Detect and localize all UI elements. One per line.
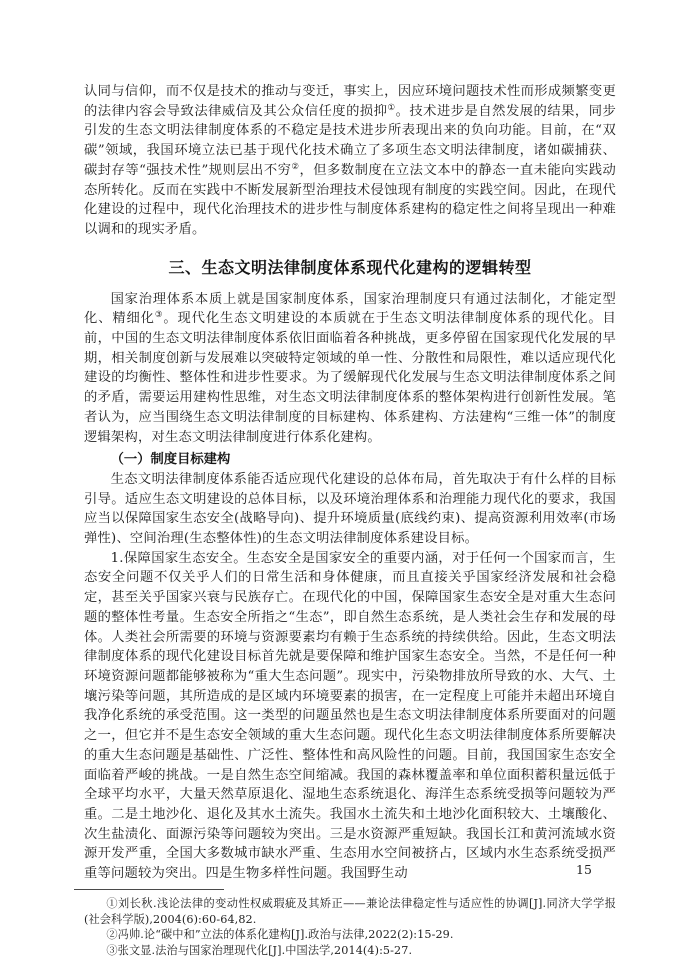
footnote-divider bbox=[74, 889, 224, 890]
paragraph-goals: 生态文明法律制度体系能否适应现代化建设的总体布局，首先取决于有什么样的目标引导。适应生态文明建设的总体目标，以及环境治理体系和治理能力现代化的要求，我国应当以保障国家生态安全(战略导向)、提升环境质量(底线约束)、提高资源利用效率(市场弹性)、空间治理(生态整体性)的生态文明法律制度体系建设目标。 bbox=[84, 471, 616, 547]
paragraph-text: 。现代化生态文明建设的本质就在于生态文明法律制度体系的现代化。目前，中国的生态文明法律制度体系依旧面临着各种挑战，更多停留在国家现代化发展的早期，相关制度创新与发展难以突破特定领域的单一性、分散性和局限性，难以适应现代化建设的均衡性、整体性和进步性要求。为了缓解现代化发展与生态文明法律制度体系之间的矛盾，需要运用建构性思维，对生态文明法律制度体系的整体架构进行创新性发展。笔者认为，应当围绕生态文明法律制度的目标建构、体系建构、方法建构“三维一体”的制度逻辑架构，对生态文明法律制度进行体系化建构。 bbox=[84, 311, 617, 445]
footnote-2: ②冯帅.论“碳中和”立法的体系化建构[J].政治与法律,2022(2):15-29. bbox=[106, 928, 454, 942]
footnotes-section bbox=[84, 889, 616, 959]
footnote-1: ①刘长秋.浅论法律的变动性权威瑕疵及其矫正——兼论法律稳定性与适应性的协调[J].同济大学学报(社会科学版),2004(6):60-64,82. bbox=[84, 896, 616, 926]
section-heading: 三、生态文明法律制度体系现代化建构的逻辑转型 bbox=[168, 257, 532, 277]
paragraph-text: ，但多数制度在立法文本中的静态一直未能向实践动态所转化。反而在实践中不断发展新型治理技术侵蚀现有制度的实践空间。因此，在现代化建设的过程中，现代化治理技术的进步性与制度体系建构的稳定性之间将呈现出一种难以调和的现实矛盾。 bbox=[84, 162, 616, 237]
page-content bbox=[84, 82, 616, 959]
paragraph-text: 。技术进步是自然发展的结果，同步引发的生态文明法律制度体系的不稳定是技术进步所表现出来的负向功能。目前，在“双碳”领域，我国环境立法已基于现代化技术确立了多项生态文明法律制度，诸如碳捕获、碳封存等“强技术性”规则层出不穷 bbox=[84, 103, 616, 178]
page-number: 15 bbox=[576, 862, 592, 877]
paragraph-text: 国家治理体系本质上就是国家制度体系，国家治理制度只有通过法制化，才能定型化、精细化 bbox=[84, 291, 616, 327]
paragraph-continuation bbox=[84, 82, 616, 240]
footnote-ref-1: ① bbox=[387, 102, 396, 113]
footnote-ref-2: ② bbox=[291, 161, 300, 172]
paragraph-text: 认同与信仰，而不仅是技术的推动与变迁，事实上，因应环境问题技术性而形成频繁变更的法律内容会导致法律威信及其公众信任度的损抑 bbox=[84, 84, 616, 119]
paragraph-eco-security: 1.保障国家生态安全。生态安全是国家安全的重要内涵，对于任何一个国家而言，生态安全问题不仅关乎人们的日常生活和身体健康，而且直接关乎国家经济发展和社会稳定，甚至关乎国家兴衰与民族存亡。在现代化的中国，保障国家生态安全是对重大生态问题的整体性考量。生态安全所指之“生态”，即自然生态系统，是人类社会生存和发展的母体。人类社会所需要的环境与资源要素均有赖于生态系统的持续供给。因此，生态文明法律制度体系的现代化建设目标首先就是要保障和维护国家生态安全。当然，不是任何一种环境资源问题都能够被称为“重大生态问题”。现实中，污染物排放所导致的水、大气、土壤污染等问题，其所造成的是区域内环境要素的损害，在一定程度上可能并未超出环境自我净化系统的承受范围。这一类型的问题虽然也是生态文明法律制度体系所要面对的问题之一，但它并不是生态安全领域的重大生态问题。现代化生态文明法律制度体系所要解决的重大生态问题是基础性、广泛性、整体性和高风险性的问题。目前，我国国家生态安全面临着严峻的挑战。一是自然生态空间缩减。我国的森林覆盖率和单位面积蓄积量远低于全球平均水平，大量天然草原退化、湿地生态系统退化、海洋生态系统受损等问题较为严重。二是土地沙化、退化及其水土流失。我国水土流失和土地沙化面积较大、土壤酸化、次生盐渍化、面源污染等问题较为突出。三是水资源严重短缺。我国长江和黄河流域水资源开发严重，全国大多数城市缺水严重、生态用水空间被挤占，区域内水生态系统受损严重等问题较为突出。四是生物多样性问题。我国野生动 bbox=[84, 550, 616, 882]
footnote-3: ③张文显.法治与国家治理现代化[J].中国法学,2014(4):5-27. bbox=[106, 944, 413, 958]
subsection-heading: （一）制度目标建构 bbox=[110, 452, 231, 468]
footnote-ref-3: ③ bbox=[154, 310, 164, 321]
paragraph-intro bbox=[84, 290, 616, 448]
